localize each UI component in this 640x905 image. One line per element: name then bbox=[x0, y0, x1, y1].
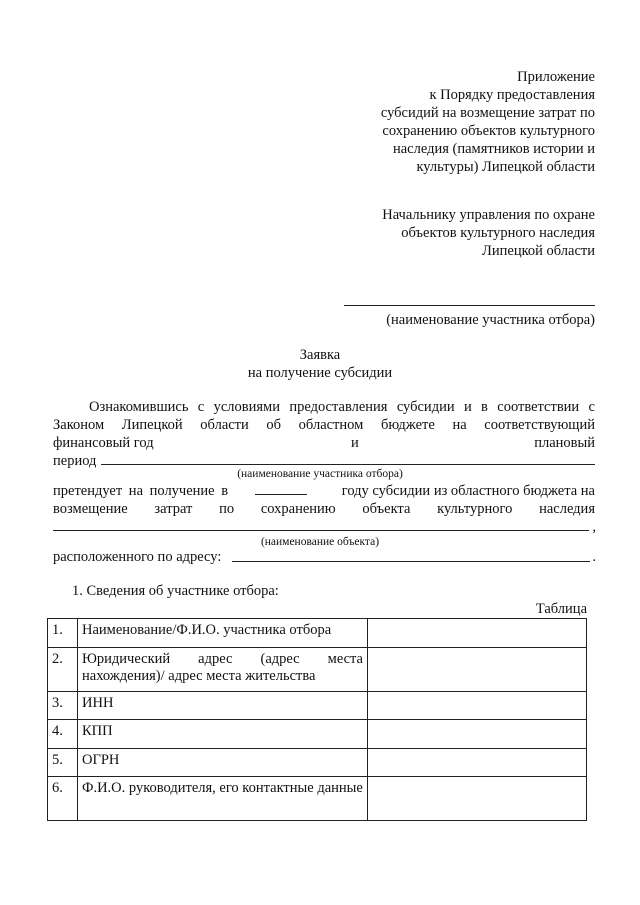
addressee-line-3: Липецкой области bbox=[482, 243, 595, 259]
row-number: 1. bbox=[48, 619, 78, 648]
row-label: ИНН bbox=[78, 692, 368, 720]
body-line-5b: году субсидии из областного бюджета на bbox=[341, 483, 595, 499]
body-line-6: возмещение затрат по сохранению объекта культурного наследия bbox=[53, 501, 595, 517]
appendix-line-4: сохранению объектов культурного bbox=[382, 123, 595, 139]
table-row bbox=[48, 619, 587, 648]
table-label: Таблица bbox=[535, 601, 587, 617]
body-line-5a: претендует на получение в bbox=[53, 483, 229, 499]
body-line-7-comma: , bbox=[592, 519, 596, 535]
row-value-cell[interactable] bbox=[368, 692, 587, 720]
row-label: Ф.И.О. руководителя, его контактные данные bbox=[78, 777, 368, 821]
body-line-3c: плановый bbox=[534, 435, 595, 451]
address-field[interactable] bbox=[232, 561, 590, 562]
body-line-4a: период bbox=[53, 453, 97, 469]
appendix-line-3: субсидий на возмещение затрат по bbox=[380, 105, 595, 121]
appendix-line-5: наследия (памятников истории и bbox=[392, 141, 595, 157]
body-line-3a: финансовый год bbox=[53, 435, 154, 451]
body-line-1: Ознакомившись с условиями предоставления субсидии и в соответствии с bbox=[89, 399, 595, 415]
participant-caption-2: (наименование участника отбора) bbox=[237, 468, 403, 480]
row-label: КПП bbox=[78, 720, 368, 749]
year-field[interactable] bbox=[255, 494, 307, 495]
table-row bbox=[48, 777, 587, 821]
addressee-line-2: объектов культурного наследия bbox=[401, 225, 595, 241]
body-line-8-dot: . bbox=[592, 549, 596, 565]
participant-caption: (наименование участника отбора) bbox=[386, 312, 595, 328]
body-line-2: Законом Липецкой области об областном бюджете на соответствующий bbox=[53, 417, 595, 433]
row-value-cell[interactable] bbox=[368, 749, 587, 777]
row-number: 2. bbox=[48, 648, 78, 692]
row-value-cell[interactable] bbox=[368, 619, 587, 648]
row-value-cell[interactable] bbox=[368, 720, 587, 749]
body-line-8a: расположенного по адресу: bbox=[53, 549, 222, 565]
table-row bbox=[48, 720, 587, 749]
row-number: 5. bbox=[48, 749, 78, 777]
participant-name-field[interactable] bbox=[344, 305, 595, 306]
row-number: 4. bbox=[48, 720, 78, 749]
table-row bbox=[48, 692, 587, 720]
row-label: ОГРН bbox=[78, 749, 368, 777]
addressee-line-1: Начальнику управления по охране bbox=[382, 207, 595, 223]
table-row bbox=[48, 648, 587, 692]
row-value-cell[interactable] bbox=[368, 777, 587, 821]
document-title: Заявка bbox=[299, 347, 341, 363]
document-subtitle: на получение субсидии bbox=[247, 365, 393, 381]
table-row bbox=[48, 749, 587, 777]
participant-info-table bbox=[47, 618, 587, 821]
object-caption: (наименование объекта) bbox=[260, 536, 380, 548]
appendix-line-6: культуры) Липецкой области bbox=[416, 159, 595, 175]
row-number: 3. bbox=[48, 692, 78, 720]
row-number: 6. bbox=[48, 777, 78, 821]
body-line-3b: и bbox=[351, 435, 359, 451]
row-value-cell[interactable] bbox=[368, 648, 587, 692]
row-label: Юридический адрес (адрес места нахождения)/ адрес места жительства bbox=[78, 648, 368, 692]
object-name-field[interactable] bbox=[53, 530, 589, 531]
appendix-line-2: к Порядку предоставления bbox=[429, 87, 595, 103]
appendix-line-1: Приложение bbox=[517, 69, 595, 85]
section-1-heading: 1. Сведения об участнике отбора: bbox=[72, 583, 279, 599]
row-label: Наименование/Ф.И.О. участника отбора bbox=[78, 619, 368, 648]
period-participant-field[interactable] bbox=[101, 464, 595, 465]
